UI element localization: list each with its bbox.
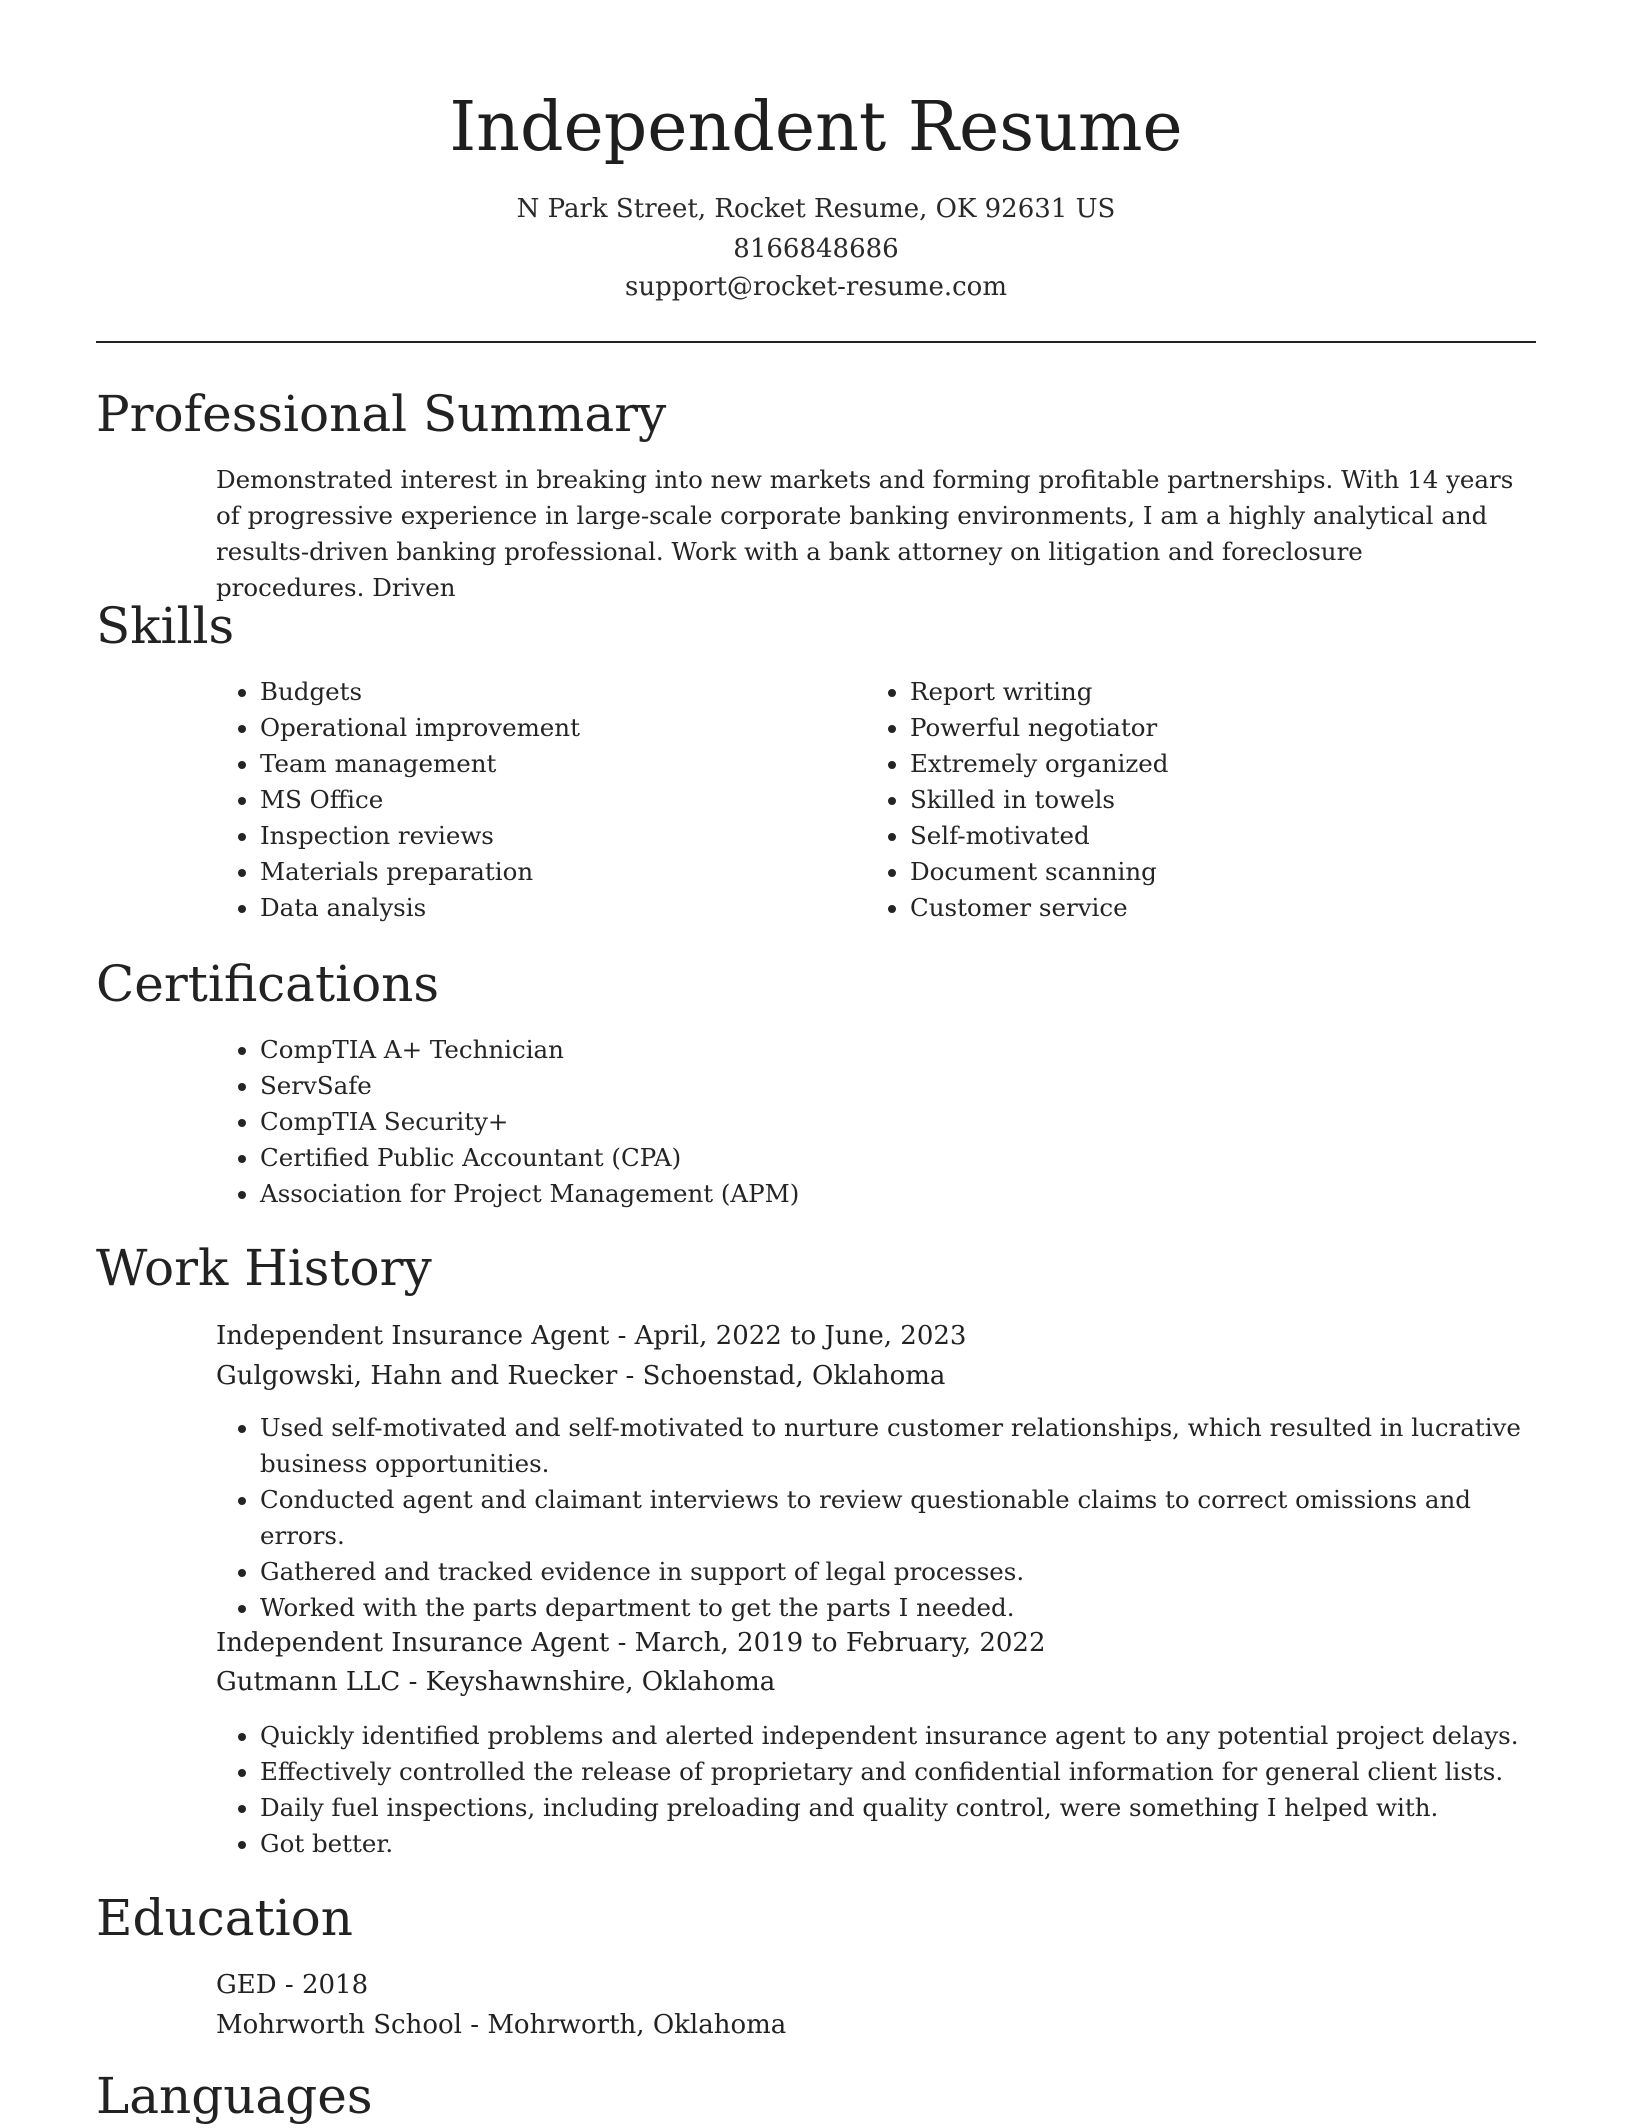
job-location: Keyshawnshire, Oklahoma	[425, 1667, 776, 1697]
job-dates: March, 2019 to February, 2022	[634, 1628, 1046, 1658]
certifications-heading: Certifications	[96, 955, 440, 1013]
job-company-line	[216, 1663, 775, 1701]
contact-phone: 8166848686	[733, 234, 899, 264]
summary-text: Demonstrated interest in breaking into new markets and forming profitable partnerships. With 14 years of progressive experience in large-scale corporate banking environments, I am a highly analytical and results-driven banking professional. Work with a bank attorney on litigation and foreclosure procedures. Driven	[216, 465, 1514, 602]
list-item: • Customer service	[910, 890, 1530, 926]
education-degree: GED	[216, 1970, 277, 2000]
list-item: • Quickly identified problems and alerted independent insurance agent to any potential project delays.	[260, 1718, 1550, 1754]
list-item: • Materials preparation	[260, 854, 840, 890]
list-item: • Conducted agent and claimant interviews to review questionable claims to correct omissions and errors.	[260, 1482, 1550, 1554]
languages-heading: Languages	[96, 2067, 373, 2125]
job-title: Independent Insurance Agent	[216, 1628, 610, 1658]
list-item: • Budgets	[260, 674, 840, 710]
list-item: • Association for Project Management (APM)	[260, 1176, 1520, 1212]
list-item: • Daily fuel inspections, including preloading and quality control, were something I helped with.	[260, 1790, 1550, 1826]
separator: -	[461, 2010, 488, 2040]
education-location: Mohrworth, Oklahoma	[487, 2010, 787, 2040]
summary-heading: Professional Summary	[96, 385, 667, 443]
work-history-heading: Work History	[96, 1239, 432, 1297]
list-item: • Inspection reviews	[260, 818, 840, 854]
list-item: • ServSafe	[260, 1068, 1520, 1104]
list-item: • MS Office	[260, 782, 840, 818]
job-title-line	[216, 1624, 1046, 1662]
contact-address: N Park Street, Rocket Resume, OK 92631 US	[516, 194, 1116, 224]
job-company-line	[216, 1357, 945, 1395]
list-item: • CompTIA Security+	[260, 1104, 1520, 1140]
list-item: • Document scanning	[910, 854, 1530, 890]
education-year: 2018	[301, 1970, 369, 2000]
list-item: • Data analysis	[260, 890, 840, 926]
education-heading: Education	[96, 1889, 353, 1947]
education-school-line	[216, 2006, 786, 2044]
list-item: • Team management	[260, 746, 840, 782]
list-item: • Certified Public Accountant (CPA)	[260, 1140, 1520, 1176]
job-duties-list	[216, 1718, 1550, 1862]
list-item: • Self-motivated	[910, 818, 1530, 854]
certifications-list	[216, 1032, 1520, 1212]
list-item: • Extremely organized	[910, 746, 1530, 782]
skills-list-right	[866, 674, 1530, 926]
list-item: • CompTIA A+ Technician	[260, 1032, 1520, 1068]
skills-list-left	[216, 674, 840, 926]
resume-name: Independent Resume	[449, 88, 1183, 167]
skills-heading: Skills	[96, 597, 235, 655]
job-dates: April, 2022 to June, 2023	[634, 1321, 967, 1351]
education-school: Mohrworth School	[216, 2010, 462, 2040]
contact-email: support@rocket-resume.com	[624, 272, 1007, 302]
list-item: • Used self-motivated and self-motivated to nurture customer relationships, which resulted in lucrative business opportunities.	[260, 1410, 1550, 1482]
job-title-line	[216, 1317, 966, 1355]
job-location: Schoenstad, Oklahoma	[642, 1361, 946, 1391]
list-item: • Gathered and tracked evidence in support of legal processes.	[260, 1554, 1550, 1590]
education-degree-line	[216, 1966, 368, 2004]
list-item: • Report writing	[910, 674, 1530, 710]
job-company: Gutmann LLC	[216, 1667, 401, 1697]
separator: -	[276, 1970, 302, 2000]
list-item: • Worked with the parts department to get the parts I needed.	[260, 1590, 1550, 1626]
job-duties-list	[216, 1410, 1550, 1626]
separator: -	[617, 1361, 643, 1391]
list-item: • Powerful negotiator	[910, 710, 1530, 746]
job-title: Independent Insurance Agent	[216, 1321, 610, 1351]
separator: -	[609, 1628, 635, 1658]
separator: -	[400, 1667, 426, 1697]
list-item: • Effectively controlled the release of proprietary and confidential information for general client lists.	[260, 1754, 1550, 1790]
header-divider	[96, 341, 1536, 343]
separator: -	[609, 1321, 635, 1351]
list-item: • Operational improvement	[260, 710, 840, 746]
list-item: • Skilled in towels	[910, 782, 1530, 818]
list-item: • Got better.	[260, 1826, 1550, 1862]
job-company: Gulgowski, Hahn and Ruecker	[216, 1361, 618, 1391]
